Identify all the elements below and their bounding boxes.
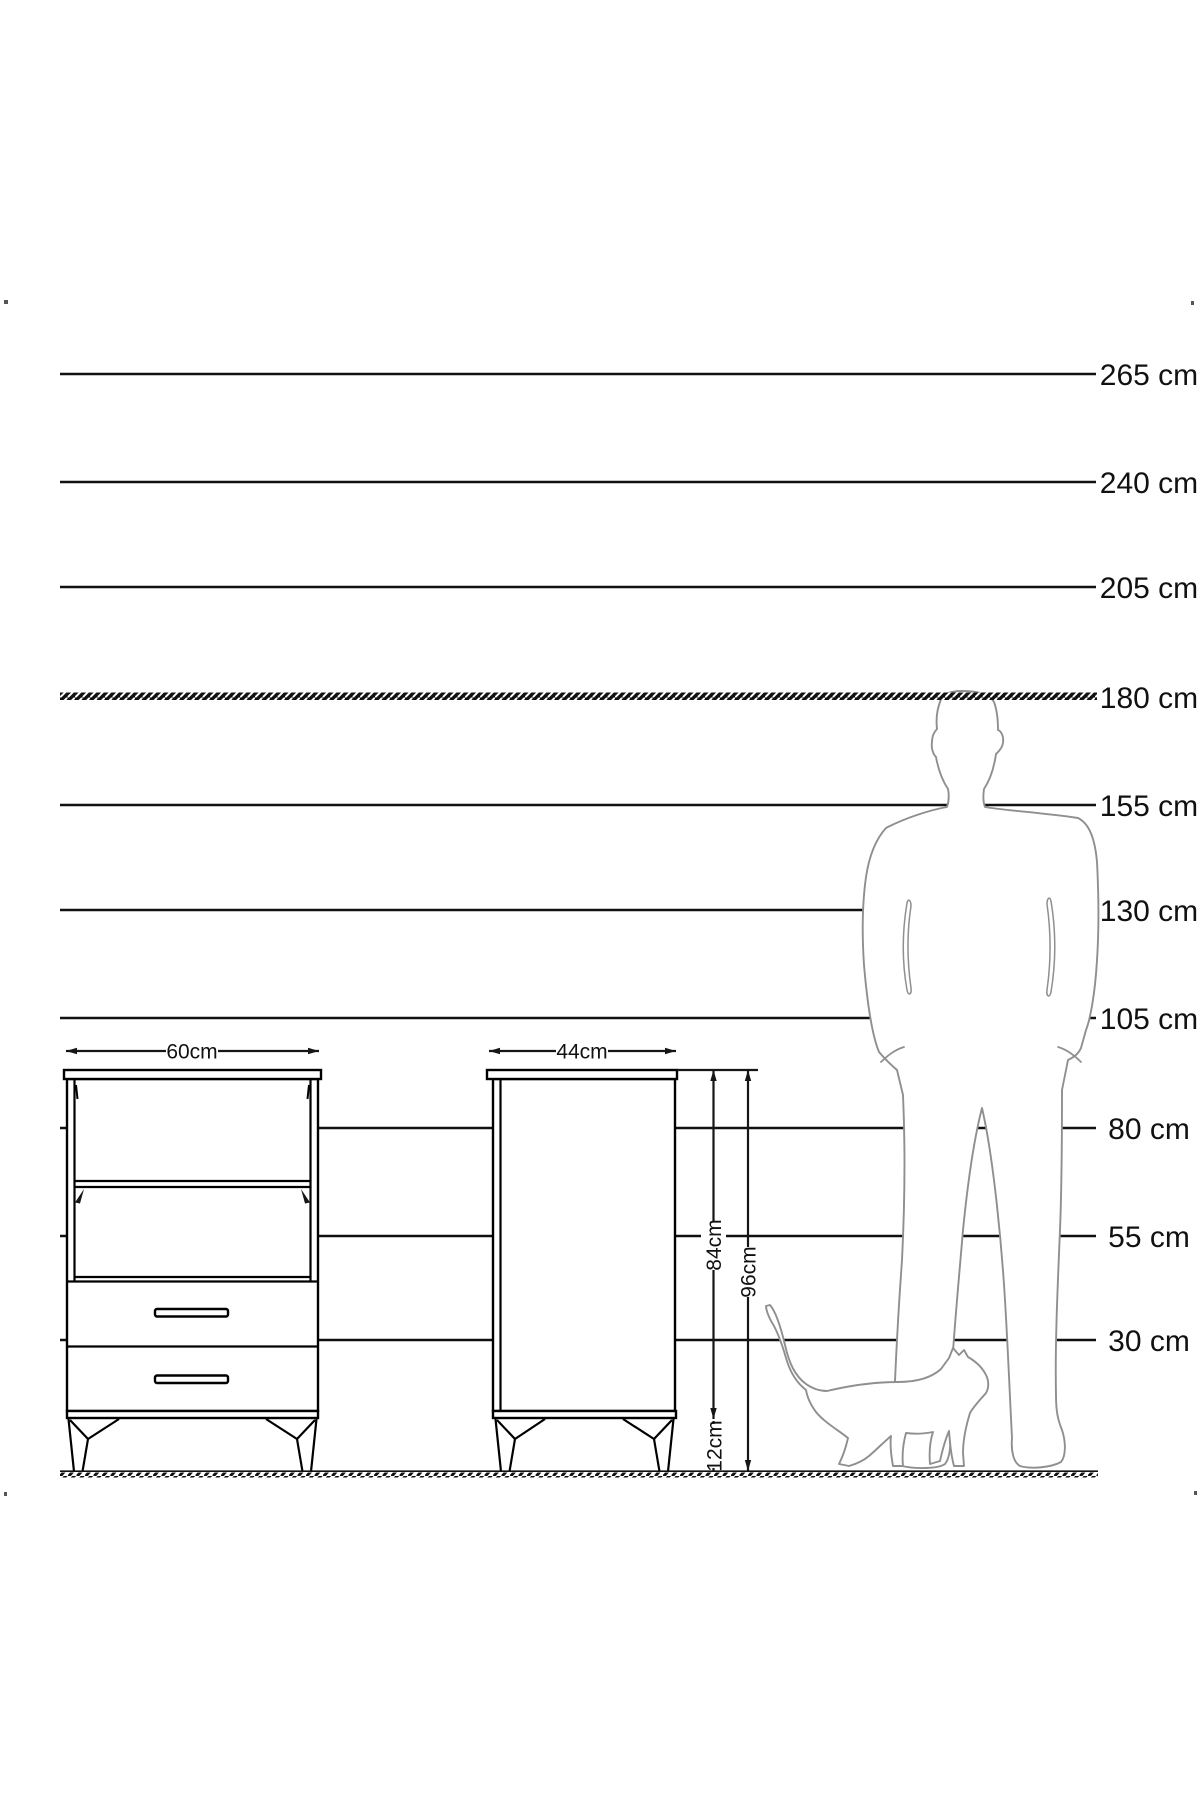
arrowhead-left xyxy=(66,1048,77,1054)
body-height-label: 84cm xyxy=(703,1219,727,1271)
cabinet-front-view xyxy=(64,1070,321,1472)
arrowhead-up xyxy=(710,1070,716,1081)
dimension-total-height xyxy=(736,1070,761,1471)
height-label-80: 80 cm xyxy=(1108,1112,1190,1146)
dimension-front-width xyxy=(66,1039,319,1064)
height-label-105: 105 cm xyxy=(1099,1002,1199,1036)
drawer-handle xyxy=(155,1309,228,1317)
height-label-240: 240 cm xyxy=(1099,466,1199,500)
hatched-line-180cm xyxy=(60,693,1097,701)
total-height-label: 96cm xyxy=(737,1246,761,1298)
cabinet-side-top-board xyxy=(487,1070,677,1079)
man-silhouette xyxy=(863,691,1099,1468)
height-label-265: 265 cm xyxy=(1099,358,1199,392)
dimension-body-height xyxy=(701,1070,726,1419)
dimension-leg-height xyxy=(701,1420,727,1471)
height-scale-labels xyxy=(1100,359,1198,1358)
cabinet-front-bottom-board xyxy=(67,1411,318,1418)
man-outline xyxy=(863,691,1099,1468)
arrowhead-down xyxy=(745,1460,751,1471)
side-width-label: 44cm xyxy=(556,1040,608,1064)
ground-hatch xyxy=(60,1473,1098,1478)
cabinet-side-body xyxy=(493,1079,675,1411)
cabinet-front-legs xyxy=(69,1419,317,1472)
cabinet-front-body xyxy=(67,1079,318,1411)
arrowhead-down xyxy=(710,1408,716,1419)
corner-mark xyxy=(4,300,8,304)
front-width-label: 60cm xyxy=(166,1040,218,1064)
cabinet-side-view xyxy=(487,1070,677,1472)
cabinet-front-top-board xyxy=(64,1070,321,1079)
height-label-30: 30 cm xyxy=(1108,1324,1190,1358)
dimension-side-width xyxy=(489,1039,676,1064)
leg-height-label: 12cm xyxy=(703,1420,727,1472)
corner-mark xyxy=(1194,1491,1197,1495)
arrowhead-up xyxy=(745,1070,751,1081)
corner-mark xyxy=(4,1492,7,1496)
arrowhead-right xyxy=(665,1048,676,1054)
corner-mark xyxy=(1191,301,1194,305)
height-label-55: 55 cm xyxy=(1108,1220,1190,1254)
height-label-180: 180 cm xyxy=(1099,681,1199,715)
arrowhead-left xyxy=(489,1048,500,1054)
height-label-205: 205 cm xyxy=(1099,571,1199,605)
cabinet-side-bottom-board xyxy=(493,1411,676,1418)
drawer-handle xyxy=(155,1376,228,1384)
height-label-130: 130 cm xyxy=(1099,894,1199,928)
cabinet-side-legs xyxy=(496,1419,674,1472)
height-label-155: 155 cm xyxy=(1099,789,1199,823)
arrowhead-right xyxy=(308,1048,319,1054)
